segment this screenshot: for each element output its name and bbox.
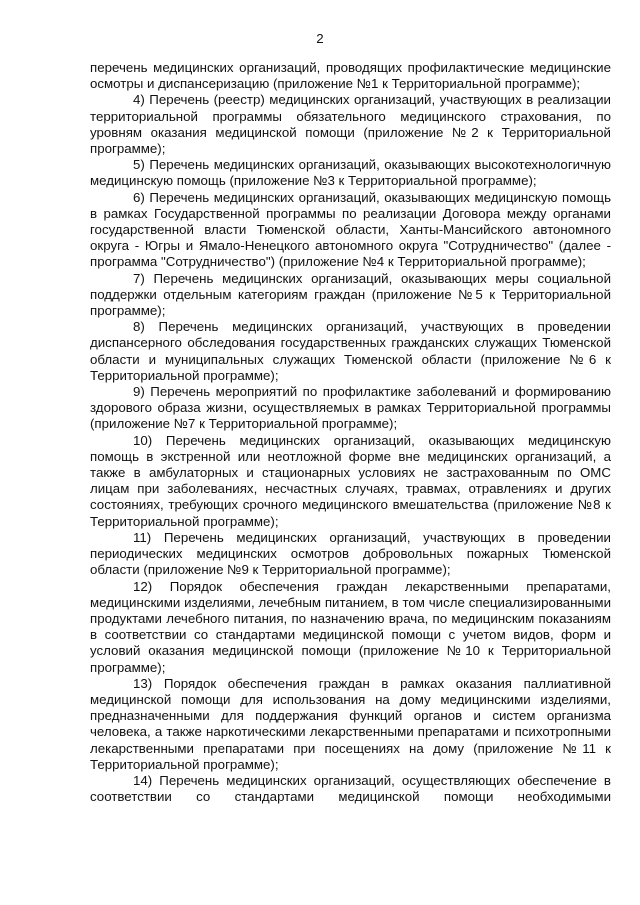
paragraph-list-item-5: 5) Перечень медицинских организаций, оказывающих высокотехнологичную медицинскую помощь (приложение №3 к Территориальной программе); xyxy=(90,157,611,189)
paragraph-list-item-9: 9) Перечень мероприятий по профилактике заболеваний и формированию здорового образа жизни, осуществляемых в рамках Территориальной программы (приложение №7 к Территориальной программе); xyxy=(90,384,611,432)
paragraph-list-item-14: 14) Перечень медицинских организаций, осуществляющих обеспечение в соответствии со стандартами медицинской помощи необходимыми xyxy=(90,772,611,805)
paragraph-list-item-12: 12) Порядок обеспечения граждан лекарственными препаратами, медицинскими изделиями, лечебным питанием, в том числе специализированными продуктами лечебного питания, по назначению врача, по медицинским показаниям в соответствии со стандартами медицинской помощи с учетом видов, форм и условий оказания медицинской помощи (приложение №10 к Территориальной программе); xyxy=(90,578,611,675)
paragraph-list-item-11: 11) Перечень медицинских организаций, участвующих в проведении периодических медицинских осмотров добровольных пожарных Тюменской области (приложение №9 к Территориальной программе); xyxy=(90,529,611,578)
paragraph-list-item-3-continuation: перечень медицинских организаций, проводящих профилактические медицинские осмотры и диспансеризацию (приложение №1 к Территориальной программе); xyxy=(90,60,611,92)
paragraph-list-item-8: 8) Перечень медицинских организаций, участвующих в проведении диспансерного обследования государственных гражданских служащих Тюменской области и муниципальных служащих Тюменской области (приложение №6 к Территориальной программе); xyxy=(90,319,611,383)
paragraph-list-item-13: 13) Порядок обеспечения граждан в рамках оказания паллиативной медицинской помощи для использования на дому медицинскими изделиями, предназначенными для поддержания функций органов и систем организма человека, а также наркотическими лекарственными препаратами и психотропными лекарственными препаратами при посещениях на дому (приложение №11 к Территориальной программе); xyxy=(90,675,611,772)
document-body xyxy=(90,60,611,805)
page-number: 2 xyxy=(316,31,324,46)
paragraph-list-item-6: 6) Перечень медицинских организаций, оказывающих медицинскую помощь в рамках Государственной программы по реализации Договора между органами государственной власти Тюменской области, Ханты-Мансийского автономного округа - Югры и Ямало-Ненецкого автономного округа "Сотрудничество" (далее - программа "Сотрудничество") (приложение №4 к Территориальной программе); xyxy=(90,189,611,270)
paragraph-list-item-4: 4) Перечень (реестр) медицинских организаций, участвующих в реализации территориальной программы обязательного медицинского страхования, по уровням оказания медицинской помощи (приложение №2 к Территориальной программе); xyxy=(90,92,611,157)
paragraph-list-item-7: 7) Перечень медицинских организаций, оказывающих меры социальной поддержки отдельным категориям граждан (приложение №5 к Территориальной программе); xyxy=(90,270,611,319)
paragraph-list-item-10: 10) Перечень медицинских организаций, оказывающих медицинскую помощь в экстренной или неотложной форме вне медицинских организаций, а также в амбулаторных и стационарных условиях не застрахованным по ОМС лицам при заболеваниях, несчастных случаях, травмах, отравлениях и других состояниях, требующих срочного медицинского вмешательства (приложение №8 к Территориальной программе); xyxy=(90,432,611,529)
